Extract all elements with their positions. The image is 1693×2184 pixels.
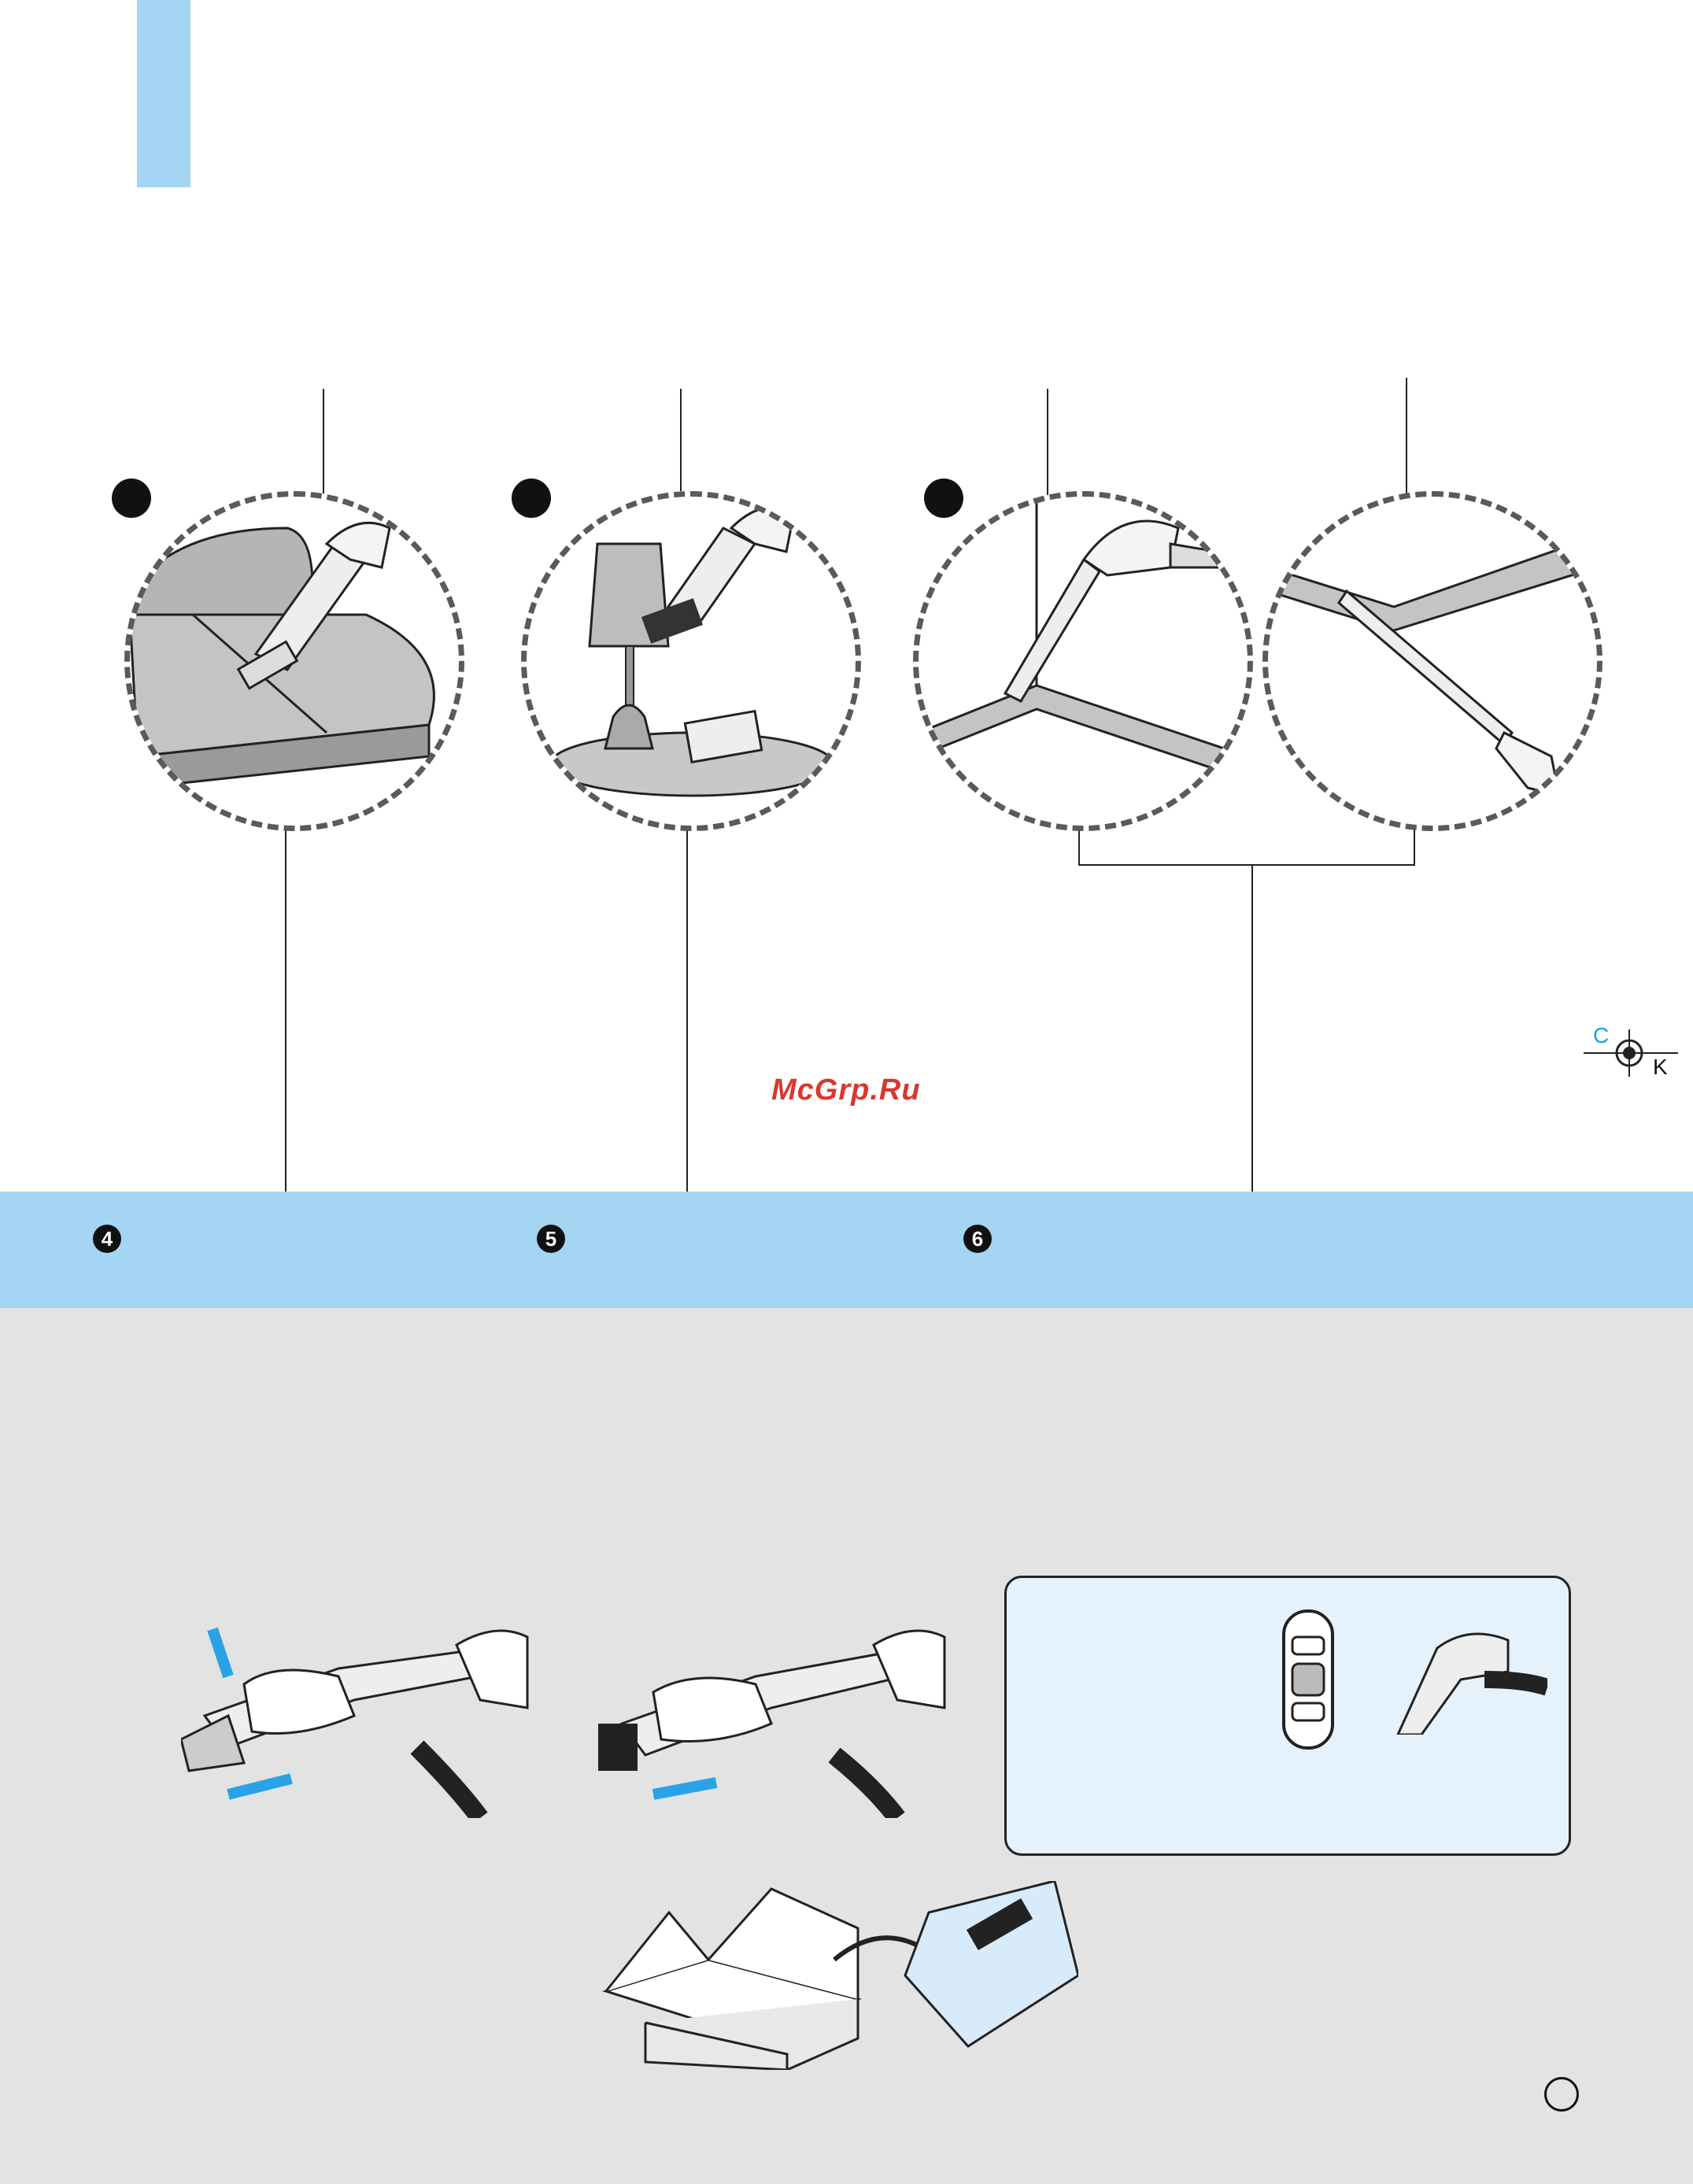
leader-line — [323, 389, 324, 499]
leader-line — [1251, 864, 1253, 1192]
box-accessory-illustration — [598, 1881, 1078, 2070]
attach-nozzle-illustration — [598, 1613, 952, 1818]
step-4-badge: 4 — [93, 1225, 121, 1253]
lamp-dusting-illustration — [521, 491, 861, 831]
step-6-badge: 6 — [963, 1225, 992, 1253]
registration-k-label: K — [1653, 1055, 1668, 1079]
registration-c-label: C — [1593, 1023, 1610, 1048]
step-badge-icon — [112, 479, 151, 518]
leader-line — [680, 389, 682, 491]
step-badge-icon — [924, 479, 963, 518]
step-badge-icon — [512, 479, 551, 518]
step-5-badge: 5 — [537, 1225, 565, 1253]
section-tab — [137, 0, 190, 187]
leader-line — [285, 819, 286, 1192]
handle-switch-illustration — [1281, 1609, 1335, 1750]
sofa-cleaning-illustration — [124, 491, 464, 831]
handle-switch-illustration — [1390, 1617, 1547, 1735]
wand-ceiling-illustration — [1262, 491, 1602, 831]
registration-mark-icon — [1584, 1029, 1678, 1077]
crevice-tool-illustration — [913, 491, 1253, 831]
detach-nozzle-illustration — [181, 1613, 535, 1818]
watermark-text: McGrp.Ru — [771, 1074, 921, 1107]
leader-line — [686, 819, 688, 1192]
bracket-line — [1078, 864, 1415, 866]
page-number-circle — [1544, 2077, 1579, 2112]
step-band — [0, 1192, 1693, 1308]
